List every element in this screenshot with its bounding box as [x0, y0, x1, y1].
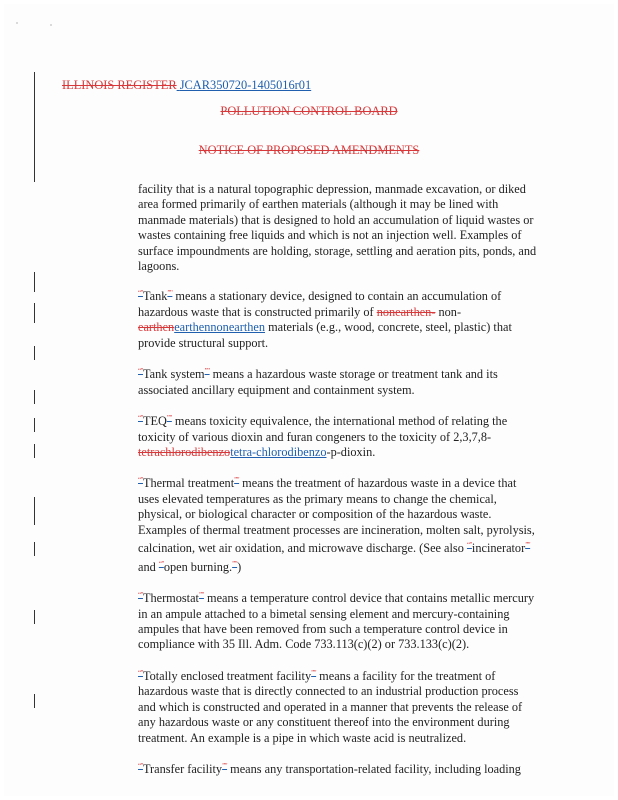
change-bar: [34, 610, 35, 624]
paragraph-tank: “"Tank”" means a stationary device, designed to contain an accumulation of hazardous waste that is constructed primarily of nonearthen- non-earthenearthennonearthen materials (e.g., wood, concrete, steel, plastic) that provide structural support.: [138, 289, 512, 350]
paragraph-thermostat: “"Thermostat”" means a temperature control device that contains metallic mercury in an ampule attached to a bimetal sensing element and mercury-containing ampules that have been removed from such a temperature control device in compliance with 35 Ill. Adm. Code 733.113(c)(2) or 733.133(c)(2).: [138, 591, 535, 652]
paragraph-totally-enclosed: “"Totally enclosed treatment facility”" means a facility for the treatment of hazardous waste that is directly connected to an industrial production process and which is constructed and operated in a manner that prevents the release of any hazardous waste or any constituent thereof into the environment during treatment. An example is a pipe in which waste acid is neutralized.: [138, 668, 523, 745]
register-inserted: JCAR350720-1405016r01: [179, 78, 312, 92]
term-tank-system: Tank system: [142, 367, 205, 382]
paragraph-surface-impoundment: facility that is a natural topographic depression, manmade excavation, or diked area formed primarily of earthen materials (although it may be lined with manmade materials) that is designed to hold an accumulation of liquid wastes or wastes containing free liquids and which is not an injection well. Examples of surface impoundments are holding, storage, settling and aeration pits, ponds, and lagoons.: [138, 182, 537, 274]
change-bar: [34, 497, 35, 511]
board-title: POLLUTION CONTROL BOARD: [220, 104, 398, 118]
term-transfer-facility: Transfer facility: [142, 762, 223, 777]
term-thermostat: Thermostat: [142, 591, 199, 606]
notice-title: NOTICE OF PROPOSED AMENDMENTS: [198, 143, 420, 157]
paragraph-tank-system: “"Tank system”" means a hazardous waste storage or treatment tank and its associated ancillary equipment and containment system.: [138, 367, 498, 397]
scan-speck: [16, 22, 18, 24]
register-header: [62, 78, 311, 93]
term-thermal-treatment: Thermal treatment: [142, 476, 235, 491]
scan-speck: [50, 24, 52, 26]
change-bar: [34, 390, 35, 404]
document-body: [138, 182, 538, 790]
change-bar: [34, 511, 35, 525]
change-bar: [34, 694, 35, 708]
term-teq: TEQ: [142, 414, 167, 429]
change-bar: [34, 346, 35, 360]
change-bar: [34, 444, 35, 458]
change-bar: [34, 272, 35, 292]
paragraph-transfer-facility: “"Transfer facility”" means any transportation-related facility, including loading: [138, 761, 521, 777]
term-tank: Tank: [142, 289, 168, 304]
change-bar: [34, 72, 35, 182]
term-totally-enclosed: Totally enclosed treatment facility: [142, 668, 312, 683]
register-deleted: ILLINOIS REGISTER: [62, 78, 177, 92]
paragraph-teq: “"TEQ”" means toxicity equivalence, the international method of relating the toxicity of various dioxin and furan congeners to the toxicity of 2,3,7,8-tetrachlorodibenzotetra-chlorodibenzo-p-dioxin.: [138, 414, 508, 459]
change-bar: [34, 303, 35, 323]
change-bar: [34, 542, 35, 556]
paragraph-thermal-treatment: “"Thermal treatment”" means the treatment of hazardous waste in a device that uses elevated temperatures as the primary means to change the chemical, physical, or biological character or composition of the hazardous waste. Examples of thermal treatment processes are incineration, molten salt, pyrolysis, calcination, wet air oxidation, and microwave discharge. (See also “"incinerator”" and “"open burning.”"): [138, 476, 535, 574]
change-bar: [34, 418, 35, 432]
